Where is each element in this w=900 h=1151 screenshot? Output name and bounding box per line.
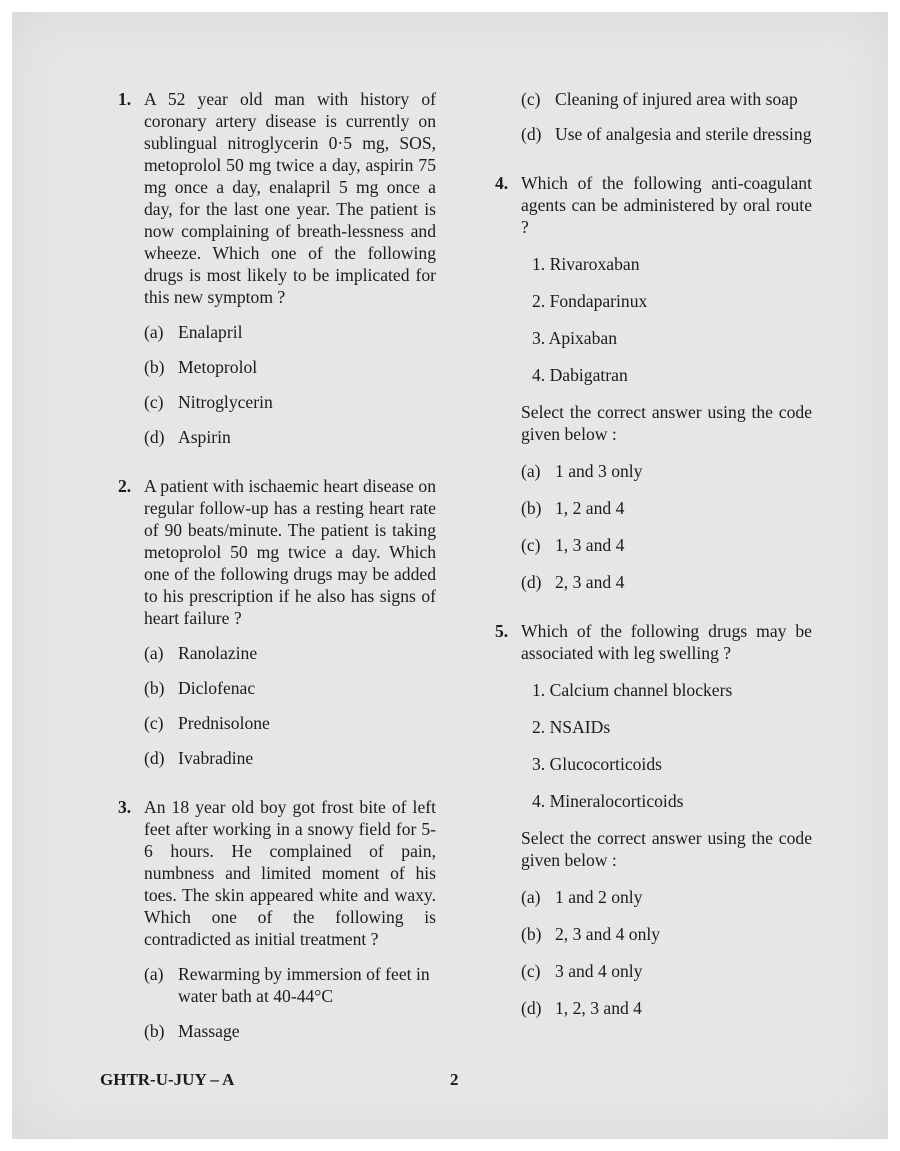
option-text: Massage bbox=[178, 1021, 240, 1041]
option-b bbox=[521, 923, 812, 945]
option-b bbox=[144, 356, 436, 378]
option-text: 2, 3 and 4 bbox=[555, 572, 625, 592]
option-d bbox=[521, 997, 812, 1019]
option-a bbox=[521, 460, 812, 482]
question-text: Which of the following anti-coagulant agents can be administered by oral route ? bbox=[521, 173, 812, 237]
question-2 bbox=[118, 475, 436, 769]
option-b bbox=[144, 677, 436, 699]
statement-3: 3. Apixaban bbox=[532, 328, 618, 348]
left-column bbox=[118, 88, 436, 1042]
option-label: (b) bbox=[144, 678, 165, 698]
option-a bbox=[521, 886, 812, 908]
exam-page bbox=[12, 12, 888, 1139]
option-a bbox=[144, 642, 436, 664]
option-a bbox=[144, 963, 436, 1007]
option-label: (c) bbox=[144, 713, 164, 733]
question-number: 1. bbox=[118, 89, 132, 109]
option-label: (d) bbox=[521, 124, 542, 144]
option-d bbox=[144, 426, 436, 448]
question-number: 2. bbox=[118, 476, 132, 496]
statement-1: 1. Rivaroxaban bbox=[532, 254, 640, 274]
option-label: (b) bbox=[144, 1021, 165, 1041]
option-text: 1 and 3 only bbox=[555, 461, 643, 481]
question-4 bbox=[495, 172, 812, 593]
option-text: Rewarming by immersion of feet in water bath at 40-44°C bbox=[178, 964, 430, 1006]
option-label: (b) bbox=[521, 924, 542, 944]
option-label: (a) bbox=[144, 964, 164, 984]
option-text: 2, 3 and 4 only bbox=[555, 924, 661, 944]
question-text: An 18 year old boy got frost bite of left feet after working in a snowy field for 5-6 hours. He complained of pain, numbness and limited moment of his toes. The skin appeared white and waxy. Which one of the following is contradicted as initial treatment ? bbox=[144, 797, 436, 949]
option-label: (c) bbox=[521, 961, 541, 981]
option-b bbox=[144, 1020, 436, 1042]
option-text: 1, 3 and 4 bbox=[555, 535, 625, 555]
question-1 bbox=[118, 88, 436, 448]
option-a bbox=[144, 321, 436, 343]
option-text: 1, 2 and 4 bbox=[555, 498, 625, 518]
option-text: Metoprolol bbox=[178, 357, 258, 377]
option-label: (c) bbox=[144, 392, 164, 412]
question-3 bbox=[118, 796, 436, 1042]
statement-4: 4. Dabigatran bbox=[532, 365, 628, 385]
option-label: (a) bbox=[521, 461, 541, 481]
option-label: (b) bbox=[144, 357, 165, 377]
option-c bbox=[521, 88, 812, 110]
option-label: (c) bbox=[521, 89, 541, 109]
question-number: 4. bbox=[495, 173, 509, 193]
statement-4: 4. Mineralocorticoids bbox=[532, 791, 684, 811]
question-3-continued bbox=[495, 88, 812, 145]
option-text: Aspirin bbox=[178, 427, 231, 447]
option-d bbox=[521, 571, 812, 593]
option-label: (d) bbox=[144, 748, 165, 768]
option-text: Enalapril bbox=[178, 322, 243, 342]
option-text: Ranolazine bbox=[178, 643, 258, 663]
option-label: (d) bbox=[521, 998, 542, 1018]
right-column bbox=[495, 88, 812, 1019]
option-label: (a) bbox=[144, 322, 164, 342]
option-d bbox=[144, 747, 436, 769]
option-d bbox=[521, 123, 812, 145]
option-label: (a) bbox=[521, 887, 541, 907]
option-text: Diclofenac bbox=[178, 678, 256, 698]
answer-code-instruction: Select the correct answer using the code given below : bbox=[521, 828, 812, 870]
question-text: Which of the following drugs may be associated with leg swelling ? bbox=[521, 621, 812, 663]
page-number: 2 bbox=[450, 1070, 459, 1089]
statement-1: 1. Calcium channel blockers bbox=[532, 680, 733, 700]
statement-2: 2. Fondaparinux bbox=[532, 291, 648, 311]
statement-2: 2. NSAIDs bbox=[532, 717, 611, 737]
option-label: (b) bbox=[521, 498, 542, 518]
option-text: Ivabradine bbox=[178, 748, 254, 768]
question-text: A patient with ischaemic heart disease on regular follow-up has a resting heart rate of 90 beats/minute. The patient is taking metoprolol 50 mg twice a day. Which one of the following drugs may be added to his prescription if he also has signs of heart failure ? bbox=[144, 476, 436, 628]
question-text: A 52 year old man with history of coronary artery disease is currently on sublingual nitroglycerin 0·5 mg, SOS, metoprolol 50 mg twice a day, aspirin 75 mg once a day, enalapril 5 mg once a day, for the last one year. The patient is now complaining of breath-lessness and wheeze. Which one of the following drugs is most likely to be implicated for this new symptom ? bbox=[144, 89, 436, 307]
option-text: 3 and 4 only bbox=[555, 961, 643, 981]
booklet-code: GHTR-U-JUY – A bbox=[100, 1070, 235, 1089]
answer-code-instruction: Select the correct answer using the code given below : bbox=[521, 402, 812, 444]
option-text: 1, 2, 3 and 4 bbox=[555, 998, 642, 1018]
option-label: (d) bbox=[144, 427, 165, 447]
option-text: Prednisolone bbox=[178, 713, 270, 733]
option-c bbox=[521, 960, 812, 982]
option-text: Use of analgesia and sterile dressing bbox=[555, 124, 812, 144]
option-label: (c) bbox=[521, 535, 541, 555]
option-text: Cleaning of injured area with soap bbox=[555, 89, 798, 109]
option-c bbox=[144, 391, 436, 413]
option-c bbox=[521, 534, 812, 556]
question-number: 5. bbox=[495, 621, 509, 641]
option-text: 1 and 2 only bbox=[555, 887, 643, 907]
option-c bbox=[144, 712, 436, 734]
option-text: Nitroglycerin bbox=[178, 392, 273, 412]
question-number: 3. bbox=[118, 797, 132, 817]
option-label: (d) bbox=[521, 572, 542, 592]
statement-3: 3. Glucocorticoids bbox=[532, 754, 662, 774]
option-b bbox=[521, 497, 812, 519]
option-label: (a) bbox=[144, 643, 164, 663]
question-5 bbox=[495, 620, 812, 1019]
